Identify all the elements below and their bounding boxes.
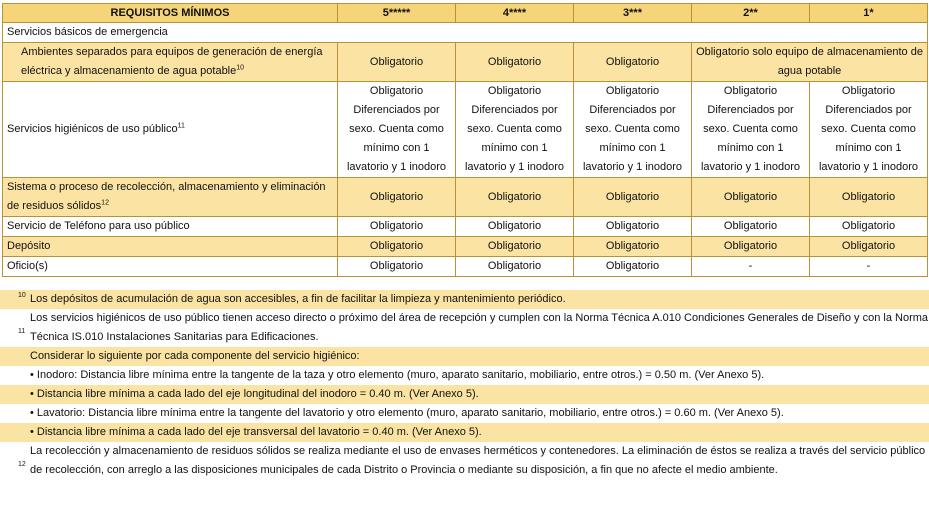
requirements-table bbox=[2, 3, 928, 277]
table-cell: Obligatorio Diferenciados por sexo. Cuenta como mínimo con 1 lavatorio y 1 inodoro bbox=[338, 82, 456, 178]
table-cell: Obligatorio bbox=[456, 257, 574, 277]
section-row bbox=[3, 23, 928, 43]
footnote-bullet: • Lavatorio: Distancia libre mínima entre la tangente del lavatorio y otro elemento (muro, aparato sanitario, mobiliario, entre otros.) = 0.60 m. (Ver Anexo 5). bbox=[0, 404, 929, 423]
footnote-bullet: • Distancia libre mínima a cada lado del eje longitudinal del inodoro = 0.40 m. (Ver Anexo 5). bbox=[0, 385, 929, 404]
table-cell-merged: Obligatorio solo equipo de almacenamiento de agua potable bbox=[692, 43, 928, 82]
table-cell: Obligatorio bbox=[338, 257, 456, 277]
footnote-text: La recolección y almacenamiento de residuos sólidos se realiza mediante el uso de envases herméticos y contenedores. La eliminación de éstos se realiza a través del servicio público de recolección, con arreglo a las disposiciones municipales de cada Distrito o Provincia o mediante su disposición, a fin que no afecte el medio ambiente. bbox=[30, 445, 926, 476]
footnote-10 bbox=[0, 290, 929, 309]
footnotes bbox=[0, 290, 929, 480]
table-cell: Obligatorio bbox=[338, 178, 456, 217]
header-3-stars: 3*** bbox=[574, 4, 692, 23]
table-cell: Obligatorio bbox=[456, 237, 574, 257]
footnote-number: 11 bbox=[18, 328, 26, 335]
table-cell: Obligatorio bbox=[692, 217, 810, 237]
table-cell: Obligatorio bbox=[338, 43, 456, 82]
footnote-text: Los depósitos de acumulación de agua son accesibles, a fin de facilitar la limpieza y mantenimiento periódico. bbox=[30, 293, 566, 305]
table-row bbox=[3, 237, 928, 257]
row-label: Sistema o proceso de recolección, almacenamiento y eliminación de residuos sólidos$^{12}$ bbox=[3, 178, 338, 217]
table-cell: Obligatorio Diferenciados por sexo. Cuenta como mínimo con 1 lavatorio y 1 inodoro bbox=[810, 82, 928, 178]
section-title: Servicios básicos de emergencia bbox=[3, 23, 928, 43]
table-cell: Obligatorio bbox=[692, 237, 810, 257]
table-header-row bbox=[3, 4, 928, 23]
table-cell: - bbox=[692, 257, 810, 277]
table-cell: Obligatorio bbox=[574, 257, 692, 277]
footnote-ref: 10 bbox=[236, 64, 245, 72]
table-cell: Obligatorio Diferenciados por sexo. Cuenta como mínimo con 1 lavatorio y 1 inodoro bbox=[692, 82, 810, 178]
row-label: Ambientes separados para equipos de generación de energía eléctrica y almacenamiento de agua potable$^{10}$ bbox=[3, 43, 338, 82]
table-row bbox=[3, 43, 928, 82]
footnote-ref: 12 bbox=[101, 199, 109, 207]
header-5-stars: 5***** bbox=[338, 4, 456, 23]
table-cell: Obligatorio bbox=[574, 217, 692, 237]
footnote-12 bbox=[0, 442, 929, 480]
table-cell: Obligatorio bbox=[338, 237, 456, 257]
table-cell: Obligatorio bbox=[692, 178, 810, 217]
table-cell: Obligatorio bbox=[456, 217, 574, 237]
footnote-text: Los servicios higiénicos de uso público tienen acceso directo o próximo del área de recepción y cumplen con la Norma Técnica A.010 Condiciones Generales de Diseño y con la Norma Técnica IS.010 Instalaciones Sanitarias para Edificaciones. bbox=[30, 312, 929, 343]
row-label: Oficio(s) bbox=[3, 257, 338, 277]
table-cell: Obligatorio bbox=[810, 237, 928, 257]
table-cell: Obligatorio bbox=[456, 178, 574, 217]
header-2-stars: 2** bbox=[692, 4, 810, 23]
table-cell: Obligatorio bbox=[574, 43, 692, 82]
header-4-stars: 4**** bbox=[456, 4, 574, 23]
footnote-number: 10 bbox=[18, 292, 26, 299]
footnote-11 bbox=[0, 309, 929, 347]
table-cell: Obligatorio bbox=[574, 237, 692, 257]
table-cell: Obligatorio bbox=[810, 217, 928, 237]
table-row bbox=[3, 82, 928, 178]
footnote-ref: 11 bbox=[177, 122, 185, 130]
table-cell: Obligatorio Diferenciados por sexo. Cuenta como mínimo con 1 lavatorio y 1 inodoro bbox=[574, 82, 692, 178]
footnote-bullet: • Inodoro: Distancia libre mínima entre la tangente de la taza y otro elemento (muro, aparato sanitario, mobiliario, entre otros.) = 0.50 m. (Ver Anexo 5). bbox=[0, 366, 929, 385]
table-row bbox=[3, 257, 928, 277]
table-cell: Obligatorio bbox=[574, 178, 692, 217]
footnote-bullet: • Distancia libre mínima a cada lado del eje transversal del lavatorio = 0.40 m. (Ver Anexo 5). bbox=[0, 423, 929, 442]
table-row bbox=[3, 178, 928, 217]
footnote-number: 12 bbox=[18, 461, 26, 468]
table-cell: Obligatorio bbox=[456, 43, 574, 82]
footnote-consider: Considerar lo siguiente por cada componente del servicio higiénico: bbox=[0, 347, 929, 366]
row-label: Servicio de Teléfono para uso público bbox=[3, 217, 338, 237]
table-cell: - bbox=[810, 257, 928, 277]
table-cell: Obligatorio bbox=[810, 178, 928, 217]
header-requirements: REQUISITOS MÍNIMOS bbox=[3, 4, 338, 23]
table-row bbox=[3, 217, 928, 237]
table-cell: Obligatorio bbox=[338, 217, 456, 237]
table-cell: Obligatorio Diferenciados por sexo. Cuenta como mínimo con 1 lavatorio y 1 inodoro bbox=[456, 82, 574, 178]
header-1-star: 1* bbox=[810, 4, 928, 23]
row-label: Servicios higiénicos de uso público$^{11}$ bbox=[3, 82, 338, 178]
row-label: Depósito bbox=[3, 237, 338, 257]
